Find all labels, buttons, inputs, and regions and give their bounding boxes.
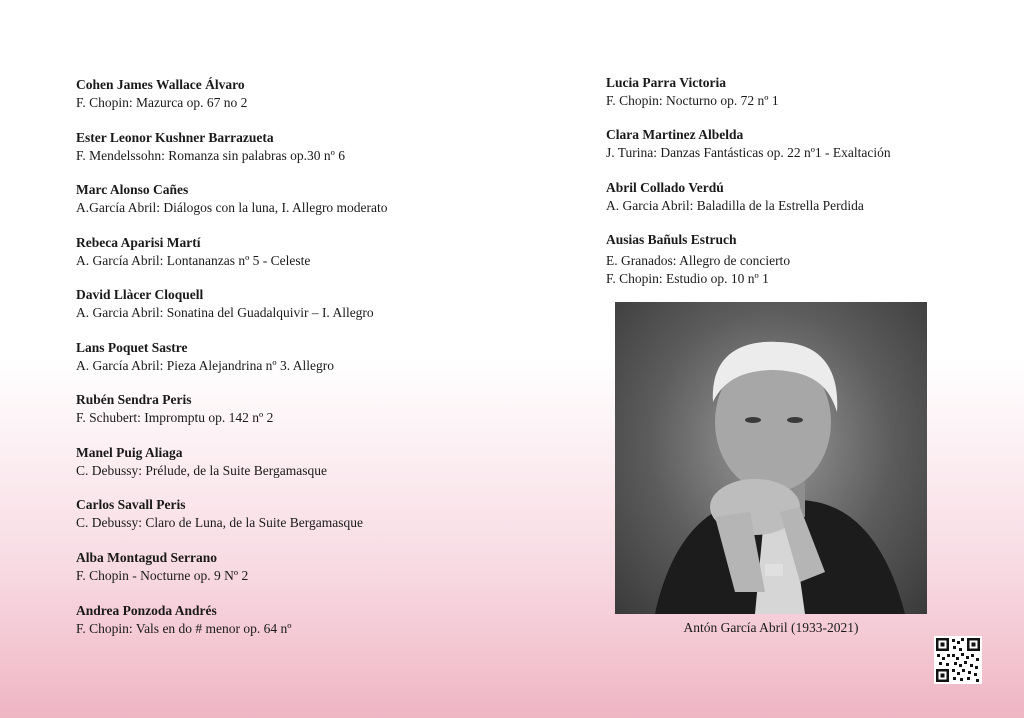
program-entry bbox=[76, 181, 388, 216]
performer-name: Marc Alonso Cañes bbox=[76, 182, 189, 197]
piece-title: E. Granados: Allegro de concierto bbox=[606, 253, 791, 268]
performer-name: Rebeca Aparisi Martí bbox=[76, 235, 201, 250]
performer-name: Lans Poquet Sastre bbox=[76, 340, 188, 355]
program-entry bbox=[76, 602, 291, 637]
program-entry bbox=[76, 129, 345, 164]
program-entry bbox=[76, 76, 247, 111]
performer-name: Cohen James Wallace Álvaro bbox=[76, 77, 245, 92]
program-entry bbox=[76, 391, 273, 426]
performer-name: Alba Montagud Serrano bbox=[76, 550, 218, 565]
performer-name: Lucia Parra Victoria bbox=[606, 75, 726, 90]
piece-title: F. Chopin: Nocturno op. 72 nº 1 bbox=[606, 93, 779, 108]
photo-caption: Antón García Abril (1933-2021) bbox=[683, 620, 859, 635]
piece-title: A. García Abril: Pieza Alejandrina nº 3. Allegro bbox=[76, 358, 334, 373]
performer-name: Ester Leonor Kushner Barrazueta bbox=[76, 130, 274, 145]
program-entry bbox=[76, 444, 327, 479]
eye-left bbox=[745, 417, 761, 423]
program-entry bbox=[76, 549, 248, 584]
eye-right bbox=[787, 417, 803, 423]
program-entry bbox=[76, 234, 310, 269]
portrait-photo bbox=[615, 302, 927, 614]
program-entry bbox=[606, 126, 891, 161]
program-entry bbox=[76, 286, 374, 321]
program-entry bbox=[76, 496, 363, 531]
program-entry bbox=[76, 339, 334, 374]
program-entry bbox=[606, 74, 779, 109]
performer-name: Manel Puig Aliaga bbox=[76, 445, 183, 460]
qr-code-graphic bbox=[934, 636, 982, 684]
piece-title: A.García Abril: Diálogos con la luna, I. Allegro moderato bbox=[76, 200, 388, 215]
portrait-illustration bbox=[615, 302, 927, 614]
piece-title: F. Chopin: Mazurca op. 67 no 2 bbox=[76, 95, 248, 110]
piece-title: C. Debussy: Prélude, de la Suite Bergamasque bbox=[76, 463, 327, 478]
piece-title: J. Turina: Danzas Fantásticas op. 22 nº1 - Exaltación bbox=[606, 145, 891, 160]
watch-shape bbox=[765, 564, 783, 576]
piece-title: F. Mendelssohn: Romanza sin palabras op.30 nº 6 bbox=[76, 148, 345, 163]
program-entry bbox=[606, 231, 790, 287]
performer-name: Rubén Sendra Peris bbox=[76, 392, 192, 407]
piece-title: C. Debussy: Claro de Luna, de la Suite Bergamasque bbox=[76, 515, 363, 530]
piece-title: F. Chopin: Vals en do # menor op. 64 nº bbox=[76, 621, 292, 636]
performer-name: Abril Collado Verdú bbox=[606, 180, 724, 195]
piece-title: F. Chopin - Nocturne op. 9 Nº 2 bbox=[76, 568, 249, 583]
qr-code-icon[interactable] bbox=[934, 636, 982, 684]
performer-name: Carlos Savall Peris bbox=[76, 497, 186, 512]
piece-title-second: F. Chopin: Estudio op. 10 nº 1 bbox=[606, 271, 769, 286]
performer-name: Andrea Ponzoda Andrés bbox=[76, 603, 217, 618]
piece-title: A. Garcia Abril: Baladilla de la Estrella Perdida bbox=[606, 198, 864, 213]
performer-name: Clara Martinez Albelda bbox=[606, 127, 744, 142]
piece-title: F. Schubert: Impromptu op. 142 nº 2 bbox=[76, 410, 274, 425]
performer-name: Ausias Bañuls Estruch bbox=[606, 232, 737, 247]
piece-title: A. García Abril: Lontananzas nº 5 - Celeste bbox=[76, 253, 311, 268]
performer-name: David Llàcer Cloquell bbox=[76, 287, 204, 302]
program-entry bbox=[606, 179, 864, 214]
piece-title: A. Garcia Abril: Sonatina del Guadalquivir – I. Allegro bbox=[76, 305, 374, 320]
